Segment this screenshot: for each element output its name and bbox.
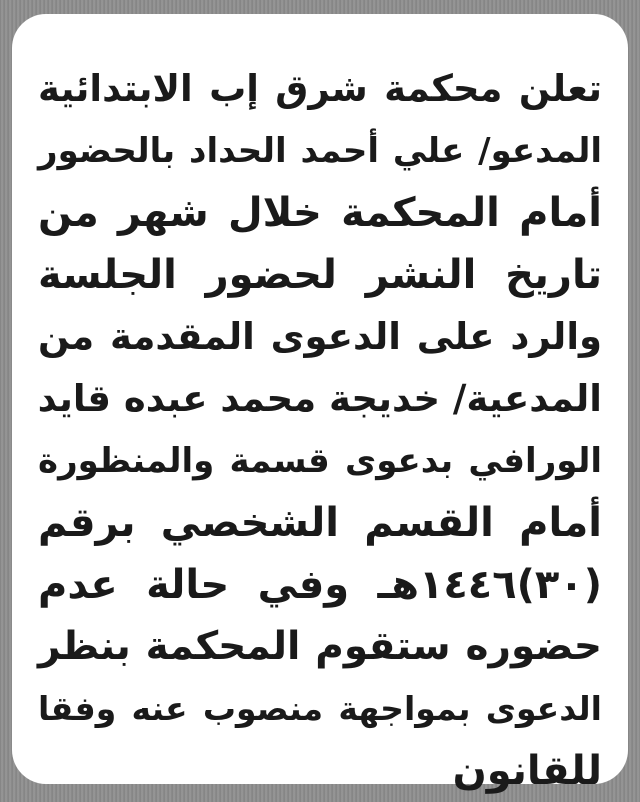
notice-line: والرد على الدعوى المقدمة من: [38, 315, 602, 358]
notice-line: تعلن محكمة شرق إب الابتدائية: [38, 67, 602, 110]
notice-frame: [12, 14, 628, 794]
notice-line: تاريخ النشر لحضور الجلسة: [38, 252, 602, 298]
notice-line: الورافي بدعوى قسمة والمنظورة: [38, 441, 602, 481]
notice-line: للقانون: [452, 748, 602, 794]
notice-line: الدعوى بمواجهة منصوب عنه وفقا: [38, 689, 602, 728]
notice-line: المدعية/ خديجة محمد عبده قايد: [37, 377, 602, 420]
notice-line: المدعو/ علي أحمد الحداد بالحضور: [38, 131, 602, 171]
notice-line: حضوره ستقوم المحكمة بنظر: [38, 624, 602, 669]
notice-line: (٣٠)١٤٤٦هـ وفي حالة عدم: [38, 562, 602, 608]
notice-line: أمام المحكمة خلال شهر من: [38, 190, 602, 236]
court-notice-text: [38, 58, 602, 802]
notice-line: أمام القسم الشخصي برقم: [38, 500, 602, 546]
